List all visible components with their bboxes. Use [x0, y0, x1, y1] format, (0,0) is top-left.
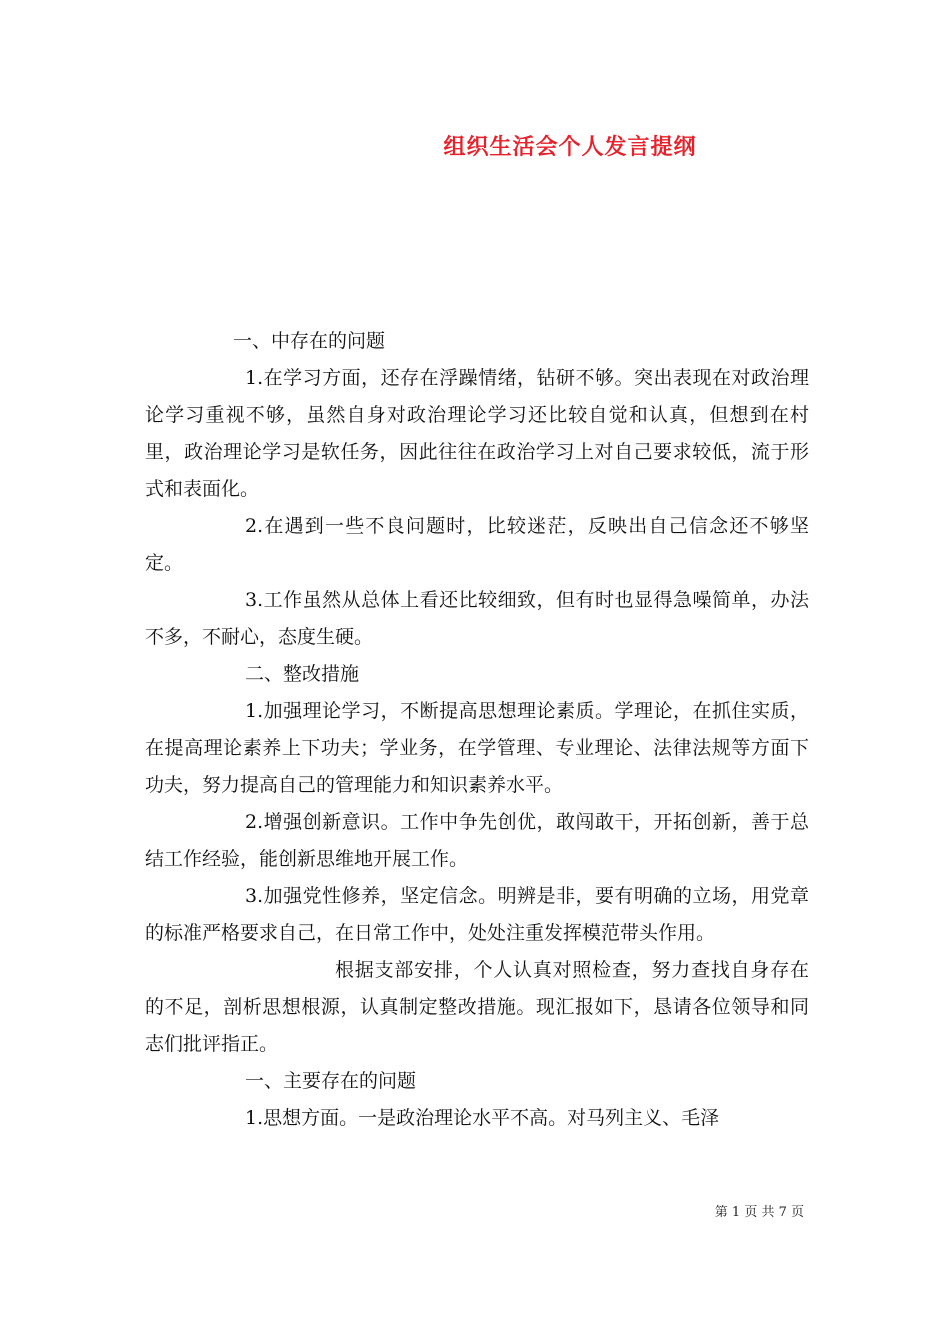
document-body: [145, 323, 809, 1137]
page-number: 第 1 页 共 7 页: [714, 1205, 804, 1220]
document-title: 组织生活会个人发言提纲: [443, 134, 697, 160]
paragraph-report-intro: 根据支部安排，个人认真对照检查，努力查找自身存在的不足，剖析思想根源，认真制定整改措施。现汇报如下，恳请各位领导和同志们批评指正。: [145, 959, 809, 1055]
paragraph-innovation: 2.增强创新意识。工作中争先创优，敢闯敢干，开拓创新，善于总结工作经验，能创新思维地开展工作。: [145, 811, 809, 870]
paragraph-thought: 1.思想方面。一是政治理论水平不高。对马列主义、毛泽: [245, 1107, 720, 1129]
section-heading-measures: 二、整改措施: [245, 663, 360, 685]
paragraph-work-style: 3.工作虽然从总体上看还比较细致，但有时也显得急噪简单，办法不多，不耐心，态度生硬。: [145, 589, 809, 648]
paragraph-belief: 2.在遇到一些不良问题时，比较迷茫，反映出自己信念还不够坚定。: [145, 515, 809, 574]
paragraph-party-spirit: 3.加强党性修养，坚定信念。明辨是非，要有明确的立场，用党章的标准严格要求自己，在日常工作中，处处注重发挥模范带头作用。: [145, 885, 809, 944]
paragraph-study: 1.在学习方面，还存在浮躁情绪，钻研不够。突出表现在对政治理论学习重视不够，虽然自身对政治理论学习还比较自觉和认真，但想到在村里，政治理论学习是软任务，因此往往在政治学习上对自己要求较低，流于形式和表面化。: [145, 367, 809, 500]
paragraph-theory-study: 1.加强理论学习，不断提高思想理论素质。学理论，在抓住实质，在提高理论素养上下功夫；学业务，在学管理、专业理论、法律法规等方面下功夫，努力提高自己的管理能力和知识素养水平。: [145, 700, 809, 796]
section-heading-problems: 一、中存在的问题: [233, 330, 386, 352]
section-heading-main-problems: 一、主要存在的问题: [245, 1070, 417, 1092]
